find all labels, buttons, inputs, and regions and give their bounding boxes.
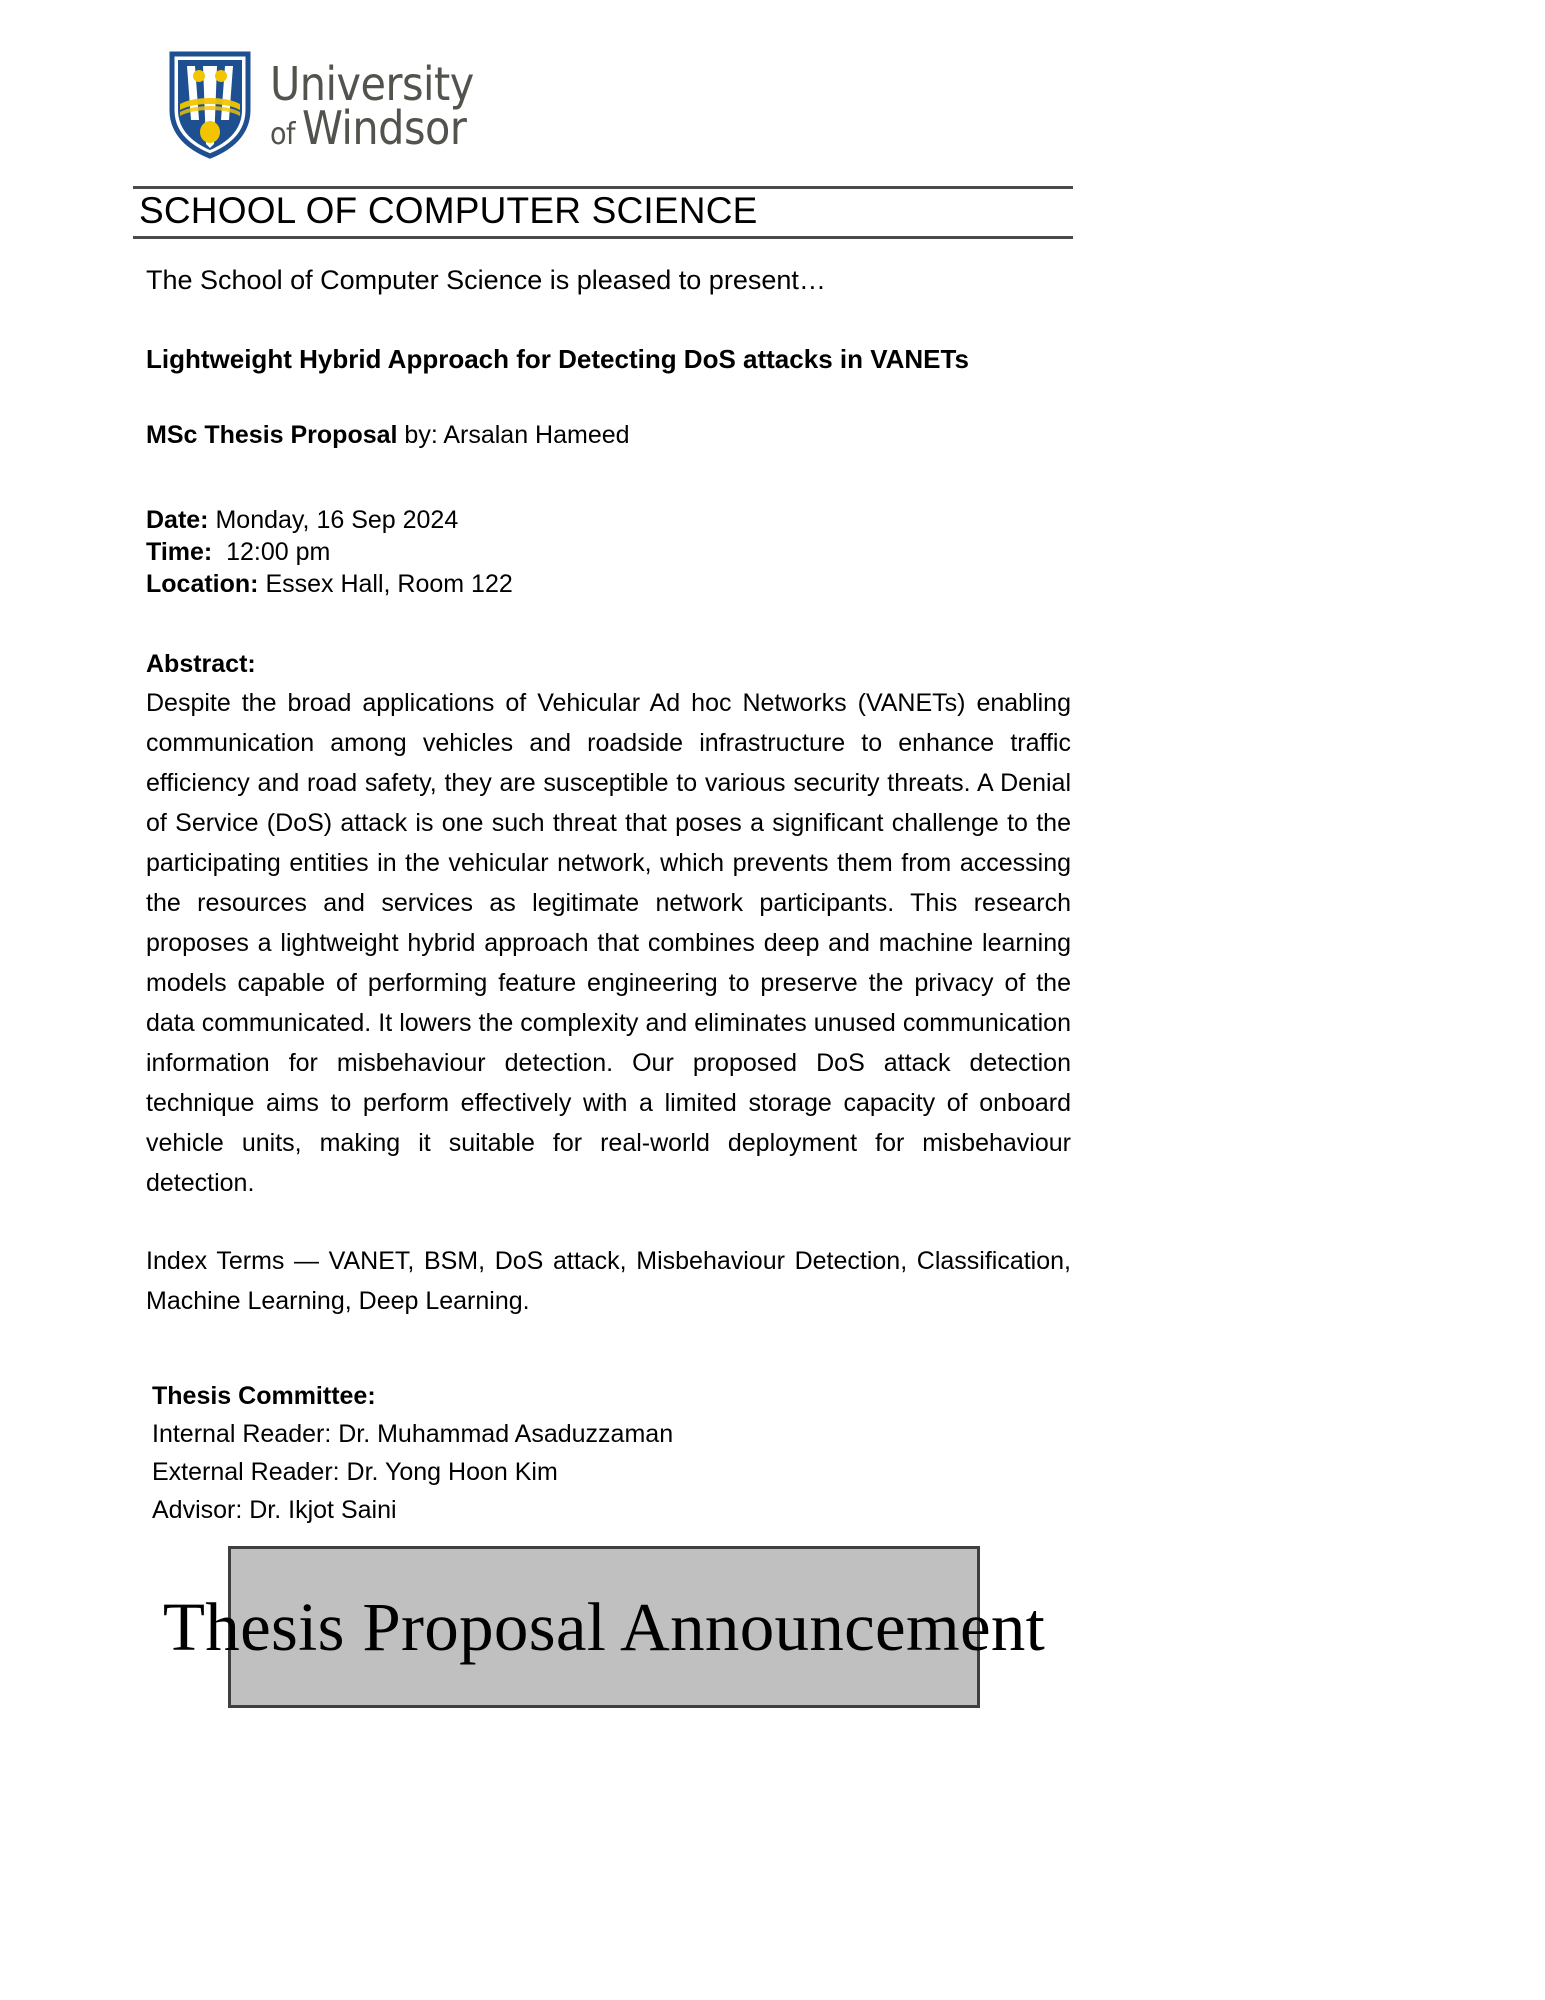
wordmark-university: University [270,57,474,112]
thesis-committee [146,1377,1071,1529]
event-location-value: Essex Hall, Room 122 [258,570,513,598]
byline-label: MSc Thesis Proposal [146,421,398,449]
event-location [146,568,1071,600]
event-date-value: Monday, 16 Sep 2024 [208,506,459,534]
event-date-label: Date: [146,506,209,534]
index-terms: Index Terms — VANET, BSM, DoS attack, Misbehaviour Detection, Classification, Machine Learning, Deep Learning. [146,1247,1071,1315]
committee-heading: Thesis Committee: [152,1382,376,1410]
header-rule-bottom [133,236,1073,239]
abstract-body: Despite the broad applications of Vehicular Ad hoc Networks (VANETs) enabling communication among vehicles and roadside infrastructure to enhance traffic efficiency and road safety, they are susceptible to various security threats. A Denial of Service (DoS) attack is one such threat that poses a significant challenge to the participating entities in the vehicular network, which prevents them from accessing the resources and services as legitimate network participants. This research proposes a lightweight hybrid approach that combines deep and machine learning models capable of performing feature engineering to preserve the privacy of the data communicated. It lowers the complexity and eliminates unused communication information for misbehaviour detection. Our proposed DoS attack detection technique aims to perform effectively with a limited storage capacity of onboard vehicle units, making it suitable for real-world deployment for misbehaviour detection. [146,689,1071,1197]
event-date [146,504,1071,536]
event-time-label: Time: [146,538,213,566]
event-details [146,504,1071,600]
committee-member-external: External Reader: Dr. Yong Hoon Kim [152,1458,558,1486]
announcement-text: Thesis Proposal Announcement [162,1589,1046,1665]
university-of-windsor-shield-icon [168,48,252,160]
abstract-heading: Abstract: [146,650,256,678]
event-time [146,536,1071,568]
document-body [146,262,1071,1529]
event-location-label: Location: [146,570,259,598]
wordmark-of: of [270,117,296,152]
byline-value: by: Arsalan Hameed [397,421,630,449]
wordmark-of-windsor [270,101,474,155]
wordmark-windsor: Windsor [302,101,467,155]
intro-text: The School of Computer Science is pleased to present… [146,265,826,295]
event-time-value: 12:00 pm [212,538,331,566]
university-wordmark [270,57,474,155]
university-logo [168,48,474,160]
thesis-title: Lightweight Hybrid Approach for Detecting DoS attacks in VANETs [146,344,969,374]
page-title: SCHOOL OF COMPUTER SCIENCE [139,190,758,231]
committee-member-internal: Internal Reader: Dr. Muhammad Asaduzzaman [152,1420,674,1448]
committee-member-advisor: Advisor: Dr. Ikjot Saini [152,1496,397,1524]
thesis-byline [146,418,1071,452]
announcement-banner [162,1546,1046,1708]
